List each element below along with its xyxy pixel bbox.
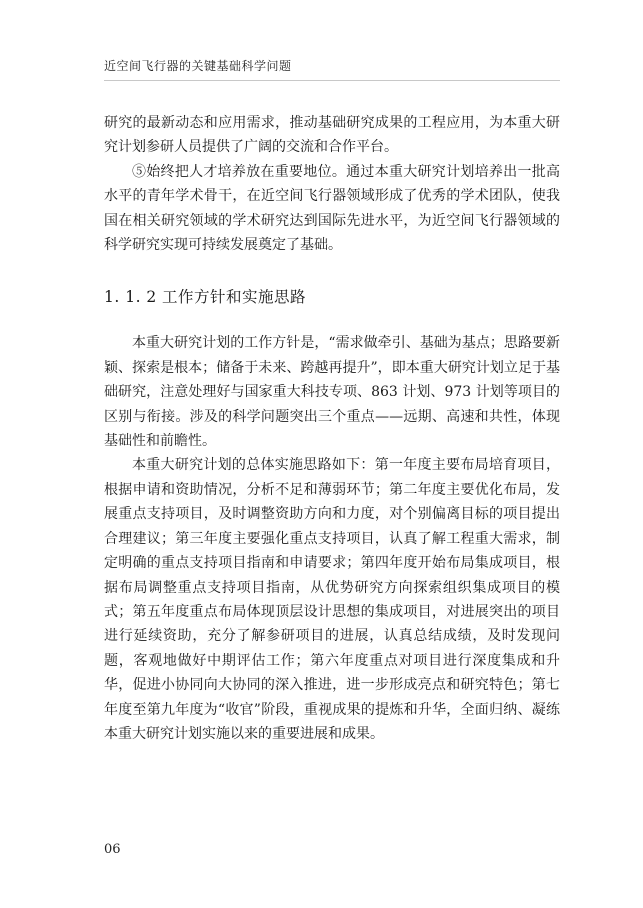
paragraph-policy: 本重大研究计划的工作方针是，“需求做牵引、基础为基点；思路要新颖、探索是根本；储备于未来、跨越再提升”，即本重大研究计划立足于基础研究，注意处理好与国家重大科技专项、863 计划、973 计划等项目的区别与衔接。涉及的科学问题突出三个重点——远期、高速和共性，体现基础性和前瞻性。 [104, 335, 560, 450]
header-rule [104, 80, 560, 81]
body-text [104, 111, 560, 746]
section-number: 1. 1. 2 [104, 288, 157, 307]
page-number: 06 [104, 842, 121, 857]
paragraph-talent: ⑤始终把人才培养放在重要地位。通过本重大研究计划培养出一批高水平的青年学术骨干，在近空间飞行器领域形成了优秀的学术团队，使我国在相关研究领域的学术研究达到国际先进水平，为近空间飞行器领域的科学研究实现可持续发展奠定了基础。 [104, 163, 560, 254]
running-header: 近空间飞行器的关键基础科学问题 [104, 59, 292, 73]
section-heading [104, 287, 560, 307]
section-title: 工作方针和实施思路 [162, 288, 307, 307]
paragraph-plan: 本重大研究计划的总体实施思路如下：第一年度主要布局培育项目，根据申请和资助情况，分析不足和薄弱环节；第二年度主要优化布局，发展重点支持项目，及时调整资助方向和力度，对个别偏离目标的项目提出合理建议；第三年度主要强化重点支持项目，认真了解工程重大需求，制定明确的重点支持项目指南和申请要求；第四年度开始布局集成项目，根据布局调整重点支持项目指南，从优势研究方向探索组织集成项目的模式；第五年度重点布局体现顶层设计思想的集成项目，对进展突出的项目进行延续资助，充分了解参研项目的进展，认真总结成绩，及时发现问题，客观地做好中期评估工作；第六年度重点对项目进行深度集成和升华，促进小协同向大协同的深入推进，进一步形成亮点和研究特色；第七年度至第九年度为“收官”阶段，重视成果的提炼和升华，全面归纳、凝练本重大研究计划实施以来的重要进展和成果。 [104, 457, 560, 742]
paragraph-continued: 研究的最新动态和应用需求，推动基础研究成果的工程应用，为本重大研究计划参研人员提供了广阔的交流和合作平台。 [104, 115, 560, 156]
